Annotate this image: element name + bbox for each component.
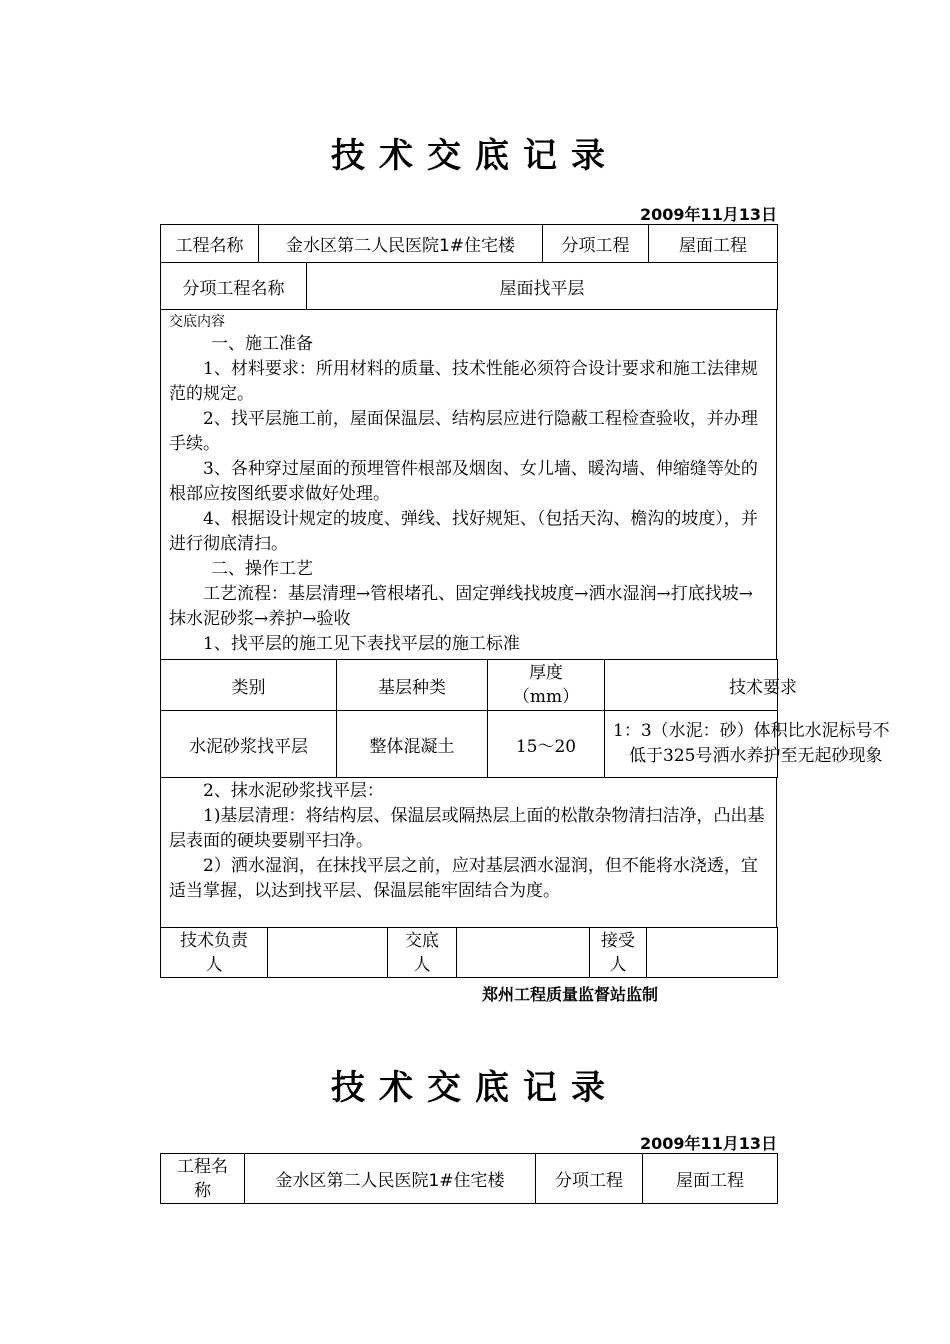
para-inspection: 2、找平层施工前，屋面保温层、结构层应进行隐蔽工程检查验收，并办理手续。 [169,409,758,454]
receiver-label: 接受 人 [590,928,647,978]
signature-table [160,927,778,978]
th-tech-req [605,660,797,711]
standard-table [160,659,890,778]
handover-signature[interactable] [457,928,590,978]
subproject-label: 分项工程 [543,225,649,263]
th-thickness [488,660,605,711]
project-name-value: 金水区第二人民医院1#住宅楼 [259,225,543,263]
doc2-header-table [160,1153,778,1204]
tech-lead-signature[interactable] [268,928,388,978]
doc2-subproject-value: 屋面工程 [643,1154,778,1204]
doc2-title: 技术交底记录 [331,1068,619,1108]
para-standard: 1、找平层的施工见下表找平层的施工标准 [203,634,520,654]
header-table [160,224,778,263]
para-cleanup: 1)基层清理：将结构层、保温层或隔热层上面的松散杂物清扫洁净，凸出基层表面的硬块要剔平扫净。 [169,806,765,851]
doc2-project-name-label: 工程名 称 [161,1154,245,1204]
para-pipes: 3、各种穿过屋面的预埋管件根部及烟囱、女儿墙、暖沟墙、伸缩缝等处的根部应按图纸要求做好处理。 [169,459,758,504]
cell-thickness: 15～20 [488,711,605,778]
para-slope: 4、根据设计规定的坡度、弹线、找好规矩、（包括天沟、檐沟的坡度），并进行彻底清扫。 [169,509,758,554]
subproject-name-label: 分项工程名称 [161,263,307,310]
th-base-type: 基层种类 [337,660,488,711]
doc2-project-name-value: 金水区第二人民医院1#住宅楼 [245,1154,536,1204]
doc-date: 2009年11月13日 [640,205,778,224]
receiver-signature[interactable] [647,928,778,978]
subproject-value: 屋面工程 [649,225,778,263]
para-flow: 工艺流程：基层清理→管根堵孔、固定弹线找坡度→洒水湿润→打底找坡→抹水泥砂浆→养护→验收 [169,584,753,629]
tech-lead-label: 技术负责 人 [161,928,268,978]
subname-table [160,262,778,310]
handover-label: 交底 人 [388,928,457,978]
th-category: 类别 [161,660,337,711]
cell-base-type: 整体混凝土 [337,711,488,778]
th-thickness-label: 厚度 [529,663,563,683]
content-lower [169,779,769,904]
th-thickness-unit: （mm） [512,687,580,707]
doc2-date: 2009年11月13日 [640,1134,778,1153]
doc-title: 技术交底记录 [331,136,619,176]
para-materials: 1、材料要求：所用材料的质量、技术性能必须符合设计要求和施工法律规范的规定。 [169,359,758,404]
para-wetting: 2）洒水湿润，在抹找平层之前，应对基层洒水湿润，但不能将水浇透，宜适当掌握，以达到找平层、保温层能牢固结合为度。 [169,856,758,901]
tech-req-line2: 低于325号洒水养护至无起砂现象 [629,746,883,766]
cell-tech-req [605,711,890,778]
subproject-name-value: 屋面找平层 [307,263,778,310]
tech-req-line1: 1：3（水泥：砂）体积比水泥标号不 [613,721,890,741]
cell-category: 水泥砂浆找平层 [161,711,337,778]
para-mortar: 2、抹水泥砂浆找平层： [203,781,384,801]
content-heading: 交底内容 [169,314,225,330]
th-tech-req-label: 技术要求 [729,678,797,698]
footer-issuer: 郑州工程质量监督站监制 [482,985,659,1004]
project-name-label: 工程名称 [161,225,259,263]
doc2-subproject-label: 分项工程 [536,1154,643,1204]
content-upper [169,312,769,657]
section-prepare: 一、施工准备 [211,334,313,354]
section-process: 二、操作工艺 [211,559,313,579]
